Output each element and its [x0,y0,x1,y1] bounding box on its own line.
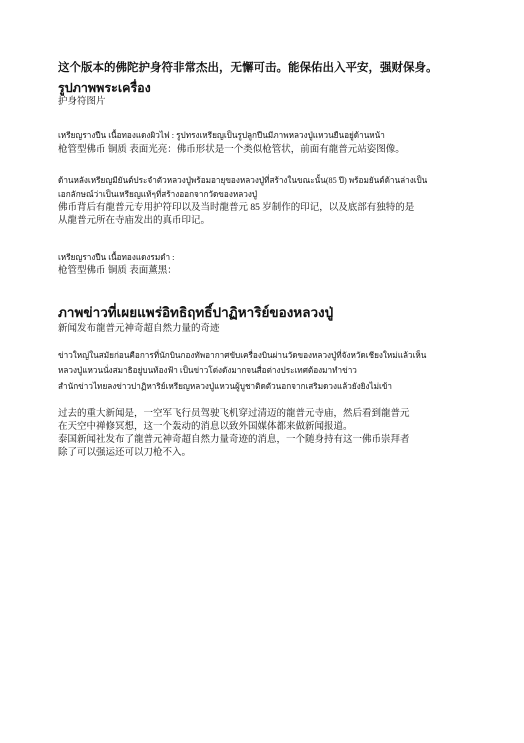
item2-chinese-line1: 佛币背后有龍普元专用护符印以及当时龍普元 85 岁制作的印记，以及底部有独特的是 [58,203,415,213]
item2-thai-line2: เอกลักษณ์ว่าเป็นเหรียญแท้ๆที่สร้างออกจากวัดของหลวงปู่ [58,190,258,199]
news-chinese-line2: 在天空中禅修冥想，这一个轰动的消息以致外国媒体都来做新闻报道。 [58,422,353,432]
news-chinese-line3: 泰国新闻社发布了龍普元神奇超自然力量奇迹的消息，一个随身持有这一佛币崇拜者 [58,435,410,445]
news-title-chinese: 新闻发布龍普元神奇超自然力量的奇迹 [58,324,220,334]
item1-thai: เหรียญรางปืน เนื้อทองแดงผิวไฟ : รูปทรงเหรียญเป็นรูปลูกปืนมีภาพหลวงปู่แหวนยืนอยู่ด้านหน้า [58,131,385,140]
intro-text: 这个版本的佛陀护身符非常杰出，无懈可击。能保佑出入平安，强财保身。 [58,62,438,74]
news-chinese-line4: 除了可以强运还可以刀枪不入。 [58,448,192,458]
news-chinese-line1: 过去的重大新闻是，一空军飞行员驾驶飞机穿过清迈的龍普元寺庙，然后看到龍普元 [58,409,410,419]
item2-chinese-line2: 从龍普元所在寺庙发出的真币印记。 [58,216,211,226]
section-title-chinese: 护身符图片 [58,97,106,107]
news-thai-line1: ข่าวใหญ่ในสมัยก่อนคือการที่นักบินกองทัพอากาศขับเครื่องบินผ่านวัดของหลวงปู่ที่จังหวัดเชียงใหม่แล้วเห็น [58,351,427,360]
item3-thai: เหรียญรางปืน เนื้อทองแดงรมดำ : [58,253,175,262]
news-title-thai: ภาพข่าวที่เผยแพร่อิทธิฤทธิ์ปาฏิหาริย์ของหลวงปู่ [58,305,334,320]
item3-chinese: 枪管型佛币 铜质 表面薰黑： [58,266,177,276]
news-thai-line2: หลวงปู่แหวนนั่งสมาธิอยู่บนท้องฟ้า เป็นข่าวโด่งดังมากจนสื่อต่างประเทศต้องมาทำข่าว [58,366,357,375]
section-title-thai: รูปภาพพระเครื่อง [58,81,151,95]
item2-thai-line1: ด้านหลังเหรียญมียันต์ประจำตัวหลวงปู่พร้อมอายุของหลวงปู่ที่สร้างในขณะนั้น(85 ปี) พร้อมยันต์ด้านล่างเป็น [58,176,428,185]
item1-chinese: 枪管型佛币 铜质 表面光亮：佛币形状是一个类似枪管状，前面有龍普元站姿图像。 [58,145,405,155]
news-thai-line3: สำนักข่าวไทยลงข่าวปาฏิหาริย์เหรียญหลวงปู่แหวนผู้บูชาติดตัวนอกจากเสริมดวงแล้วยังยิงไม่เข้า [58,382,392,391]
